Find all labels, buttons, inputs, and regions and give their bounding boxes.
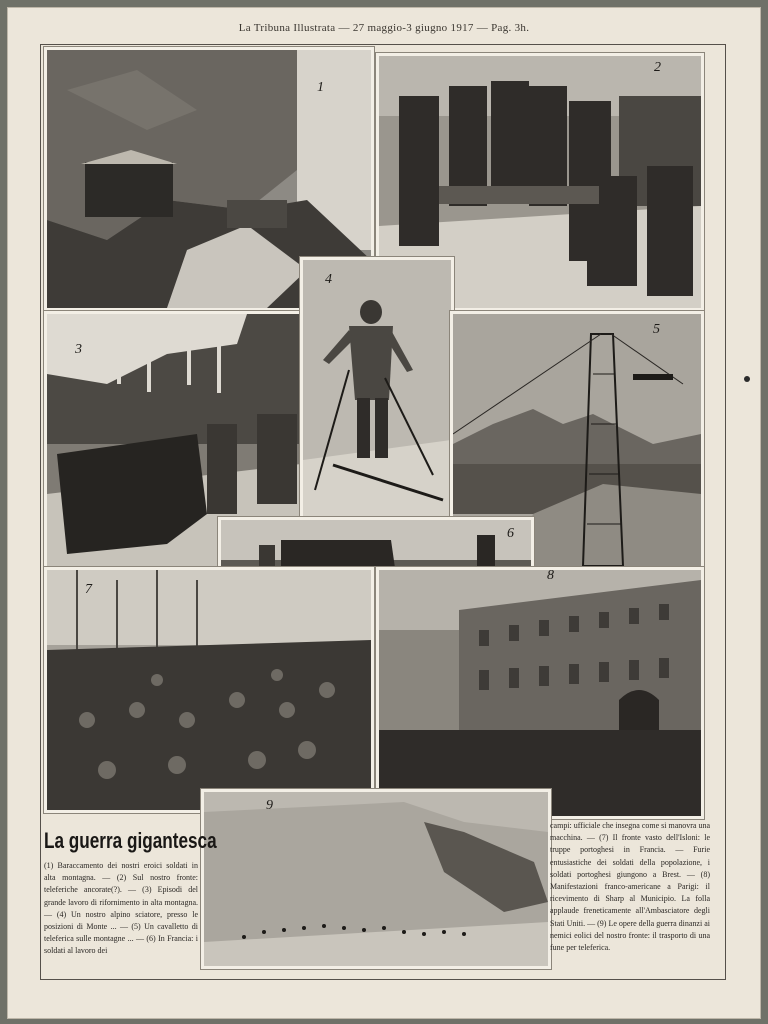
- photo-9: [201, 789, 551, 969]
- caption-left: (1) Baraccamento dei nostri eroici soldati in alta montagna. — (2) Sul nostro fronte: teleferiche ancorate(?). — (3) Episodi del grande lavoro di rifornimento in alta montagna. — (4) Un nostro alpino sciatore, presso le posizioni di Monte ... — (5) Un cavalletto di teleferica sulle montagne ... — (6) In Francia: i soldati al lavoro dei: [44, 861, 198, 956]
- photo-number: 6: [507, 526, 514, 541]
- photo-number: 8: [547, 568, 554, 583]
- photo-9-image: [204, 792, 548, 966]
- photo-4: [300, 257, 454, 523]
- photo-7-image: [47, 570, 371, 810]
- photo-8: [376, 567, 704, 819]
- photo-number: 3: [75, 342, 82, 357]
- photo-8-image: [379, 570, 701, 816]
- page-header: La Tribuna Illustrata — 27 maggio-3 giugno 1917 — Pag. 3h.: [238, 22, 530, 34]
- photo-number: 1: [317, 80, 324, 95]
- photo-number: 7: [85, 582, 92, 597]
- photo-number: 5: [653, 322, 660, 337]
- headline: La guerra gigantesca: [44, 828, 217, 853]
- photo-number: 9: [266, 798, 273, 813]
- photo-number: 2: [654, 60, 661, 75]
- caption-right: campi: ufficiale che insegna come si manovra una macchina. — (7) Il fronte vasto dell'Isloni: le truppe portoghesi in Francia. — Furie entusiastiche dei soldati della popolazione, i soldati portoghesi giungono a Brest. — (8) Manifestazioni franco-americane a Parigi: il ricevimento di Sharp al Municipio. La folla applaude freneticamente all'Ambasciatore degli Stati Uniti. — (9) Le opere della guerra dinanzi ai nemici eolici del nostro fronte: il trasporto di una fune per teleferica.: [550, 821, 711, 953]
- binding-hole: [744, 376, 750, 382]
- photo-number: 4: [325, 272, 332, 287]
- photo-4-image: [303, 260, 451, 520]
- photo-7: [44, 567, 374, 813]
